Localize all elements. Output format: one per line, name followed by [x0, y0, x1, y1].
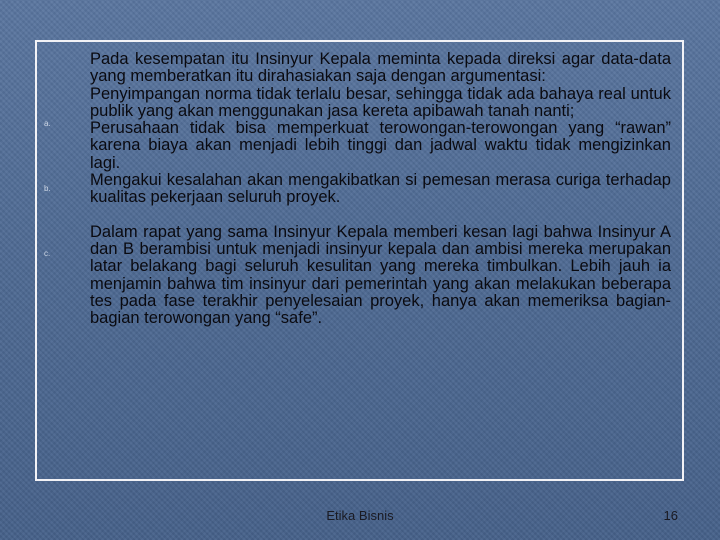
intro-paragraph: Pada kesempatan itu Insinyur Kepala meminta kepada direksi agar data-data yang memberatkan itu dirahasiakan saja dengan argumentasi:	[90, 50, 671, 86]
list-marker-b: b.	[44, 184, 51, 193]
list-item-a: Penyimpangan norma tidak terlalu besar, sehingga tidak ada bahaya real untuk publik yang akan menggunakan jasa kereta apibawah tanah nanti;	[90, 84, 671, 120]
list-marker-c: c.	[44, 249, 51, 258]
list-marker-a: a.	[44, 119, 51, 128]
slide-text	[90, 51, 671, 327]
list-item-b: Perusahaan tidak bisa memperkuat terowongan-terowongan yang “rawan” karena biaya akan menjadi lebih tinggi dan jadwal waktu tidak mengizinkan lagi.	[90, 119, 671, 172]
page-number: 16	[663, 508, 678, 523]
list-item-c: Mengakui kesalahan akan mengakibatkan si pemesan merasa curiga terhadap kualitas pekerjaan seluruh proyek.	[90, 171, 671, 207]
second-paragraph: Dalam rapat yang sama Insinyur Kepala memberi kesan lagi bahwa Insinyur A dan B berambisi untuk menjadi insinyur kepala dan ambisi mereka merupakan latar belakang bagi seluruh kesulitan yang mereka timbulkan. Lebih jauh ia menjamin bahwa tim insinyur dari pemerintah yang akan melakukan beberapa tes pada fase terakhir penyelesaian proyek, hanya akan memeriksa bagian-bagian terowongan yang “safe”.	[90, 222, 671, 328]
paragraph-spacer	[90, 207, 671, 224]
footer-title: Etika Bisnis	[326, 508, 394, 523]
